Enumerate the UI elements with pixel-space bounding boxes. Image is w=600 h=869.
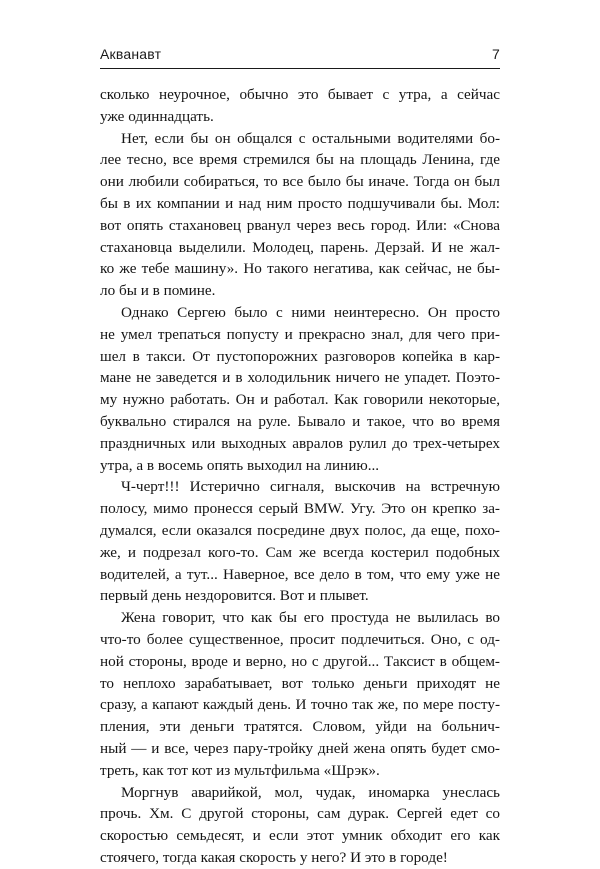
- text-line: уже одиннадцать.: [100, 107, 214, 125]
- text-line: прочь. Хм. С другой стороны, сам дурак. Сергей едет со: [100, 805, 500, 823]
- text-line: ной стороны, вроде и верно, но с другой... Таксист в общем-: [100, 652, 500, 670]
- text-line: Ч-черт!!! Истерично сигналя, выскочив на встречную: [121, 478, 500, 496]
- text-line: бы в их компании и над ним просто подшучивали бы. Мол:: [100, 194, 500, 212]
- text-line: ло бы и в помине.: [100, 282, 216, 300]
- paragraph: [100, 84, 500, 128]
- text-line: водителей, а тут... Наверное, все дело в том, что ему уже не: [100, 565, 500, 583]
- text-line: скоростью семьдесят, и если этот умник обходит его как: [100, 827, 500, 845]
- text-line: праздничных или выходных авралов рулил до трех-четырех: [100, 434, 500, 452]
- text-line: же, и подрезал кого-то. Сам же всегда костерил подобных: [100, 543, 500, 561]
- paragraph: [100, 607, 500, 781]
- paragraph: [100, 476, 500, 607]
- text-line: буквально стирался на руле. Бывало и такое, что во время: [100, 412, 500, 430]
- text-line: шел в такси. От пустопорожних разговоров копейка в кар-: [100, 347, 500, 365]
- text-line: они любили собираться, то все было бы иначе. Тогда он был: [100, 173, 500, 191]
- paragraph: [100, 782, 500, 869]
- text-line: Однако Сергею было с ними неинтересно. Он просто: [121, 303, 500, 321]
- text-line: думался, если оказался посредине двух полос, да еще, похо-: [100, 521, 500, 539]
- text-line: Жена говорит, что как бы его простуда не вылилась во: [121, 609, 500, 627]
- text-line: пления, эти деньги тратятся. Словом, уйди на больнич-: [100, 718, 500, 736]
- header-rule: [100, 68, 500, 69]
- text-line: утра, а в восемь опять выходил на линию...: [100, 456, 380, 474]
- text-line: сразу, а капают каждый день. И точно так же, по мере посту-: [100, 696, 500, 714]
- text-line: Нет, если бы он общался с остальными водителями бо-: [121, 129, 500, 147]
- text-line: первый день нездоровится. Вот и плывет.: [100, 587, 369, 605]
- text-line: то неплохо зарабатывает, вот только деньги приходят не: [100, 674, 500, 692]
- text-line: лее тесно, все время стремился бы на площадь Ленина, где: [100, 151, 500, 169]
- text-line: стахановца выделили. Молодец, парень. Дерзай. И не жал-: [100, 238, 500, 256]
- text-line: мане не заведется и в холодильник ничего не упадет. Поэто-: [100, 369, 500, 387]
- text-line: му нужно работать. Он и работал. Как говорили некоторые,: [100, 391, 500, 409]
- text-line: Моргнув аварийкой, мол, чудак, иномарка унеслась: [121, 783, 500, 801]
- page-number: 7: [492, 46, 500, 62]
- paragraph: [100, 302, 500, 476]
- running-head: [100, 46, 500, 64]
- body-text: [100, 84, 500, 869]
- text-line: сколько неурочное, обычно это бывает с утра, а сейчас: [100, 86, 500, 103]
- text-line: вот опять стахановец рванул через весь город. Или: «Снова: [100, 216, 500, 234]
- text-line: что-то более существенное, просит подлечиться. Оно, с од-: [100, 630, 500, 648]
- text-line: полосу, мимо пронесся серый BMW. Угу. Это он крепко за-: [100, 500, 500, 518]
- text-line: ный — и все, через пару-тройку дней жена опять будет смо-: [100, 739, 500, 757]
- running-title: Акванавт: [100, 46, 162, 62]
- text-line: треть, как тот кот из мультфильма «Шрэк».: [100, 761, 380, 779]
- text-line: стоячего, тогда какая скорость у него? И это в городе!: [100, 848, 448, 866]
- paragraph: [100, 128, 500, 302]
- text-line: не умел трепаться попусту и прекрасно знал, для чего при-: [100, 325, 500, 343]
- text-line: ко же тебе машину». Но такого негатива, как сейчас, не бы-: [100, 260, 500, 278]
